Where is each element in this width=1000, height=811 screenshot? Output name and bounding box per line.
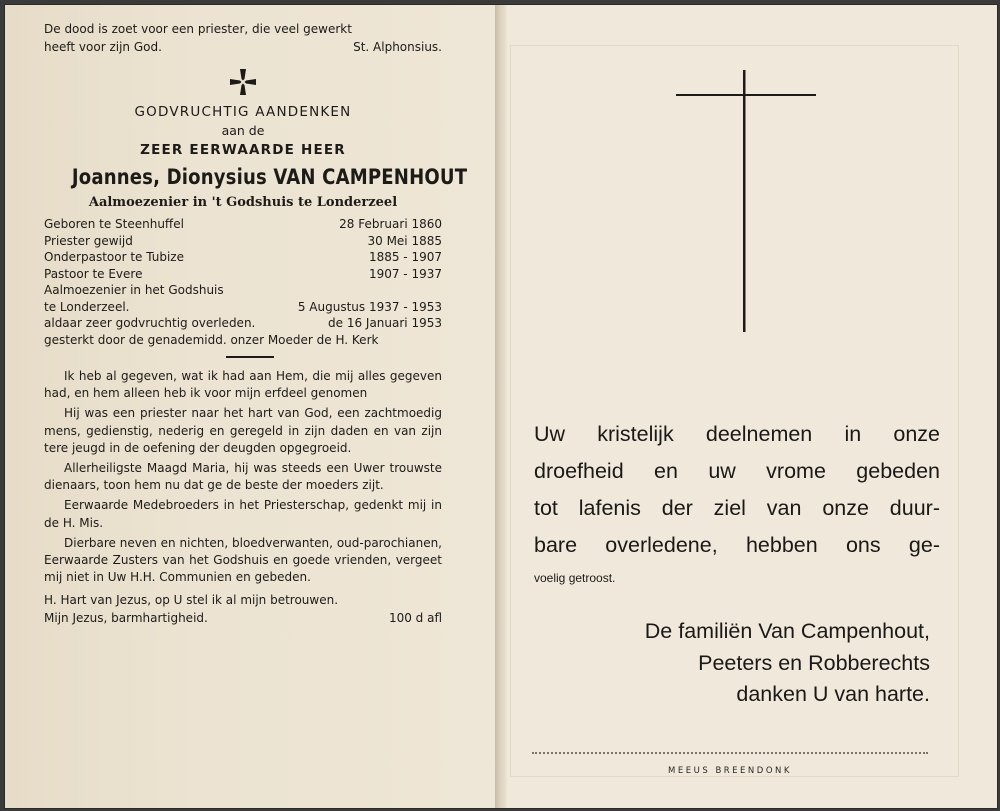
motto-quote [44, 20, 442, 56]
family-line: De familiën Van Campenhout, [644, 619, 930, 643]
dotted-rule [532, 752, 928, 754]
bio-value: 28 Februari 1860 [339, 217, 442, 231]
bio-row [44, 233, 442, 250]
condolence-line: droefheid en uw vrome gebeden [534, 459, 940, 483]
family-line: danken U van harte. [736, 682, 930, 706]
condolence-line: bare overledene, hebben ons ge- [534, 533, 940, 557]
text-paragraph: Ik heb al gegeven, wat ik had aan Hem, die mij alles gegeven had, en hem alleen heb ik voor mijn erfdeel genomen [44, 369, 442, 401]
bio-row [44, 332, 442, 349]
memorial-text [44, 368, 442, 586]
cross-pattee-icon [227, 66, 259, 98]
closing-line-2: Mijn Jezus, barmhartigheid. [44, 610, 208, 625]
condolence-line: voelig getroost. [534, 571, 616, 585]
closing-line-1: H. Hart van Jezus, op U stel ik al mijn betrouwen. [44, 593, 339, 608]
bio-value: 30 Mei 1885 [367, 233, 442, 248]
family-thanks [560, 616, 930, 711]
bio-value: 1907 - 1937 [368, 266, 442, 281]
condolence-text [534, 416, 940, 587]
bio-row [44, 216, 442, 233]
bio-label: Geboren te Steenhuffel [44, 217, 184, 231]
latin-cross-icon [676, 66, 816, 336]
printer-imprint: MEEUS BREENDONK [668, 766, 792, 776]
card-fold [495, 5, 507, 808]
bio-row [44, 249, 442, 266]
left-content [44, 20, 468, 627]
text-paragraph: Hij was een priester naar het hart van God, een zachtmoedig mens, gedienstig, nederig en geregeld in zijn daden en van zijn tere jeugd in de oefening der deugden opgegroeid. [44, 406, 442, 455]
bio-label: gesterkt door de genademidd. onzer Moeder de H. Kerk [44, 332, 379, 347]
bio-label: Pastoor te Evere [44, 266, 143, 281]
bio-row [44, 282, 442, 299]
family-line: Peeters en Robberechts [698, 650, 930, 675]
bio-label: aldaar zeer godvruchtig overleden. [44, 316, 256, 330]
motto-line-1: De dood is zoet voor een priester, die veel gewerkt [44, 22, 352, 36]
biography [44, 216, 442, 348]
deceased-name: Joannes, Dionysius VAN CAMPENHOUT [71, 165, 468, 189]
heading-honorific: ZEER EERWAARDE HEER [140, 142, 346, 158]
text-paragraph: Eerwaarde Medebroeders in het Priesterschap, gedenkt mij in de H. Mis. [44, 498, 442, 530]
text-paragraph: Allerheiligste Maagd Maria, hij was steeds een Uwer trouwste dienaars, toon hem nu dat ge de beste der moeders zijt. [44, 461, 442, 493]
divider-line [226, 356, 274, 358]
bio-value: 1885 - 1907 [368, 250, 442, 264]
motto-line-2: heeft voor zijn God. [44, 40, 162, 54]
bio-label: Aalmoezenier in het Godshuis [44, 283, 224, 297]
indulgence-note: 100 d afl [388, 610, 442, 625]
bio-label: Onderpastoor te Tubize [44, 250, 184, 264]
bio-label: Priester gewijd [44, 233, 133, 248]
bio-value: de 16 Januari 1953 [328, 316, 442, 330]
bio-value: 5 Augustus 1937 - 1953 [297, 299, 442, 314]
motto-author: St. Alphonsius. [353, 40, 442, 54]
heading-remembrance: GODVRUCHTIG AANDENKEN [134, 104, 352, 120]
bio-label: te Londerzeel. [44, 299, 130, 314]
closing-prayers [44, 592, 442, 626]
deceased-title: Aalmoezenier in 't Godshuis te Londerzeel [88, 195, 398, 210]
bio-row [44, 299, 442, 316]
bio-row [44, 266, 442, 283]
text-paragraph: Dierbare neven en nichten, bloedverwanten, oud-parochianen, Eerwaarde Zusters van het Godshuis en goede vrienden, vergeet mij niet in Uw H.H. Communien en gebeden. [44, 535, 442, 585]
condolence-line: tot lafenis der ziel van onze duur- [534, 496, 940, 520]
condolence-line: Uw kristelijk deelnemen in onze [534, 422, 940, 446]
bio-row [44, 315, 442, 332]
heading-to: aan de [221, 123, 265, 138]
